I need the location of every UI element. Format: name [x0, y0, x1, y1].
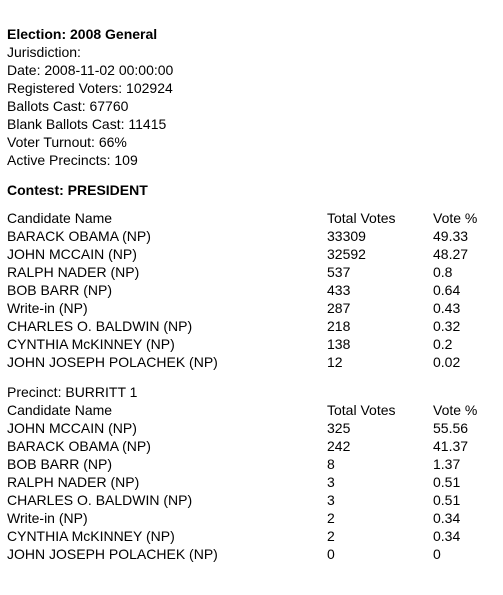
- table-row: [7, 491, 497, 509]
- total-votes: 537: [327, 264, 351, 280]
- election-title: Election: 2008 General: [7, 26, 158, 42]
- vote-percent: 1.37: [433, 456, 461, 472]
- table-row: [7, 335, 497, 353]
- vote-percent: 0.32: [433, 318, 461, 334]
- voter-turnout: Voter Turnout: 66%: [7, 134, 127, 150]
- candidate-name: BOB BARR (NP): [7, 456, 113, 472]
- candidate-name: CYNTHIA McKINNEY (NP): [7, 528, 175, 544]
- contest-title: Contest: PRESIDENT: [7, 182, 148, 198]
- candidate-name: BARACK OBAMA (NP): [7, 228, 151, 244]
- table-row: [7, 419, 497, 437]
- vote-percent: 0.34: [433, 528, 461, 544]
- table-row: [7, 299, 497, 317]
- blank-ballots-cast: Blank Ballots Cast: 11415: [7, 116, 167, 132]
- candidate-name: CHARLES O. BALDWIN (NP): [7, 492, 193, 508]
- total-votes: 2: [327, 510, 335, 526]
- total-votes: 0: [327, 546, 335, 562]
- vote-percent: 0.51: [433, 474, 461, 490]
- table-row: [7, 263, 497, 281]
- total-votes: 8: [327, 456, 335, 472]
- candidate-name: JOHN JOSEPH POLACHEK (NP): [7, 546, 218, 562]
- vote-percent: 0.51: [433, 492, 461, 508]
- vote-percent: 48.27: [433, 246, 469, 262]
- vote-percent: 55.56: [433, 420, 469, 436]
- table-row: [7, 245, 497, 263]
- candidate-name: JOHN MCCAIN (NP): [7, 246, 137, 262]
- registered-voters: Registered Voters: 102924: [7, 80, 173, 96]
- candidate-name: RALPH NADER (NP): [7, 474, 140, 490]
- total-votes: 325: [327, 420, 351, 436]
- contest-results-table: [7, 209, 497, 371]
- total-votes: 433: [327, 282, 351, 298]
- table-header: [7, 401, 497, 419]
- candidate-name: RALPH NADER (NP): [7, 264, 140, 280]
- table-row: [7, 437, 497, 455]
- table-row: [7, 473, 497, 491]
- precinct-title: Precinct: BURRITT 1: [7, 384, 138, 400]
- election-date: Date: 2008-11-02 00:00:00: [7, 62, 174, 78]
- table-header: [7, 209, 497, 227]
- total-votes: 242: [327, 438, 351, 454]
- total-votes: 287: [327, 300, 351, 316]
- ballots-cast: Ballots Cast: 67760: [7, 98, 129, 114]
- candidate-name: JOHN MCCAIN (NP): [7, 420, 137, 436]
- active-precincts: Active Precincts: 109: [7, 152, 138, 168]
- election-report: [7, 25, 497, 563]
- vote-percent: 49.33: [433, 228, 469, 244]
- table-row: [7, 227, 497, 245]
- total-votes: 12: [327, 354, 343, 370]
- vote-percent: 0.02: [433, 354, 461, 370]
- column-header: Vote %: [433, 210, 478, 226]
- table-row: [7, 527, 497, 545]
- table-row: [7, 455, 497, 473]
- table-row: [7, 353, 497, 371]
- vote-percent: 0.34: [433, 510, 461, 526]
- vote-percent: 0.2: [433, 336, 453, 352]
- candidate-name: Write-in (NP): [7, 300, 88, 316]
- total-votes: 3: [327, 492, 335, 508]
- table-row: [7, 317, 497, 335]
- column-header: Candidate Name: [7, 402, 113, 418]
- candidate-name: CHARLES O. BALDWIN (NP): [7, 318, 193, 334]
- column-header: Total Votes: [327, 210, 396, 226]
- jurisdiction: Jurisdiction:: [7, 44, 81, 60]
- candidate-name: BOB BARR (NP): [7, 282, 113, 298]
- vote-percent: 0.43: [433, 300, 461, 316]
- vote-percent: 0.64: [433, 282, 461, 298]
- candidate-name: BARACK OBAMA (NP): [7, 438, 151, 454]
- candidate-name: Write-in (NP): [7, 510, 88, 526]
- column-header: Candidate Name: [7, 210, 113, 226]
- column-header: Vote %: [433, 402, 478, 418]
- table-row: [7, 281, 497, 299]
- total-votes: 2: [327, 528, 335, 544]
- total-votes: 32592: [327, 246, 366, 262]
- column-header: Total Votes: [327, 402, 396, 418]
- vote-percent: 41.37: [433, 438, 469, 454]
- total-votes: 218: [327, 318, 351, 334]
- table-row: [7, 545, 497, 563]
- vote-percent: 0: [433, 546, 441, 562]
- candidate-name: JOHN JOSEPH POLACHEK (NP): [7, 354, 218, 370]
- vote-percent: 0.8: [433, 264, 453, 280]
- total-votes: 138: [327, 336, 351, 352]
- precinct-results-table: [7, 401, 497, 563]
- table-row: [7, 509, 497, 527]
- candidate-name: CYNTHIA McKINNEY (NP): [7, 336, 175, 352]
- total-votes: 3: [327, 474, 335, 490]
- total-votes: 33309: [327, 228, 366, 244]
